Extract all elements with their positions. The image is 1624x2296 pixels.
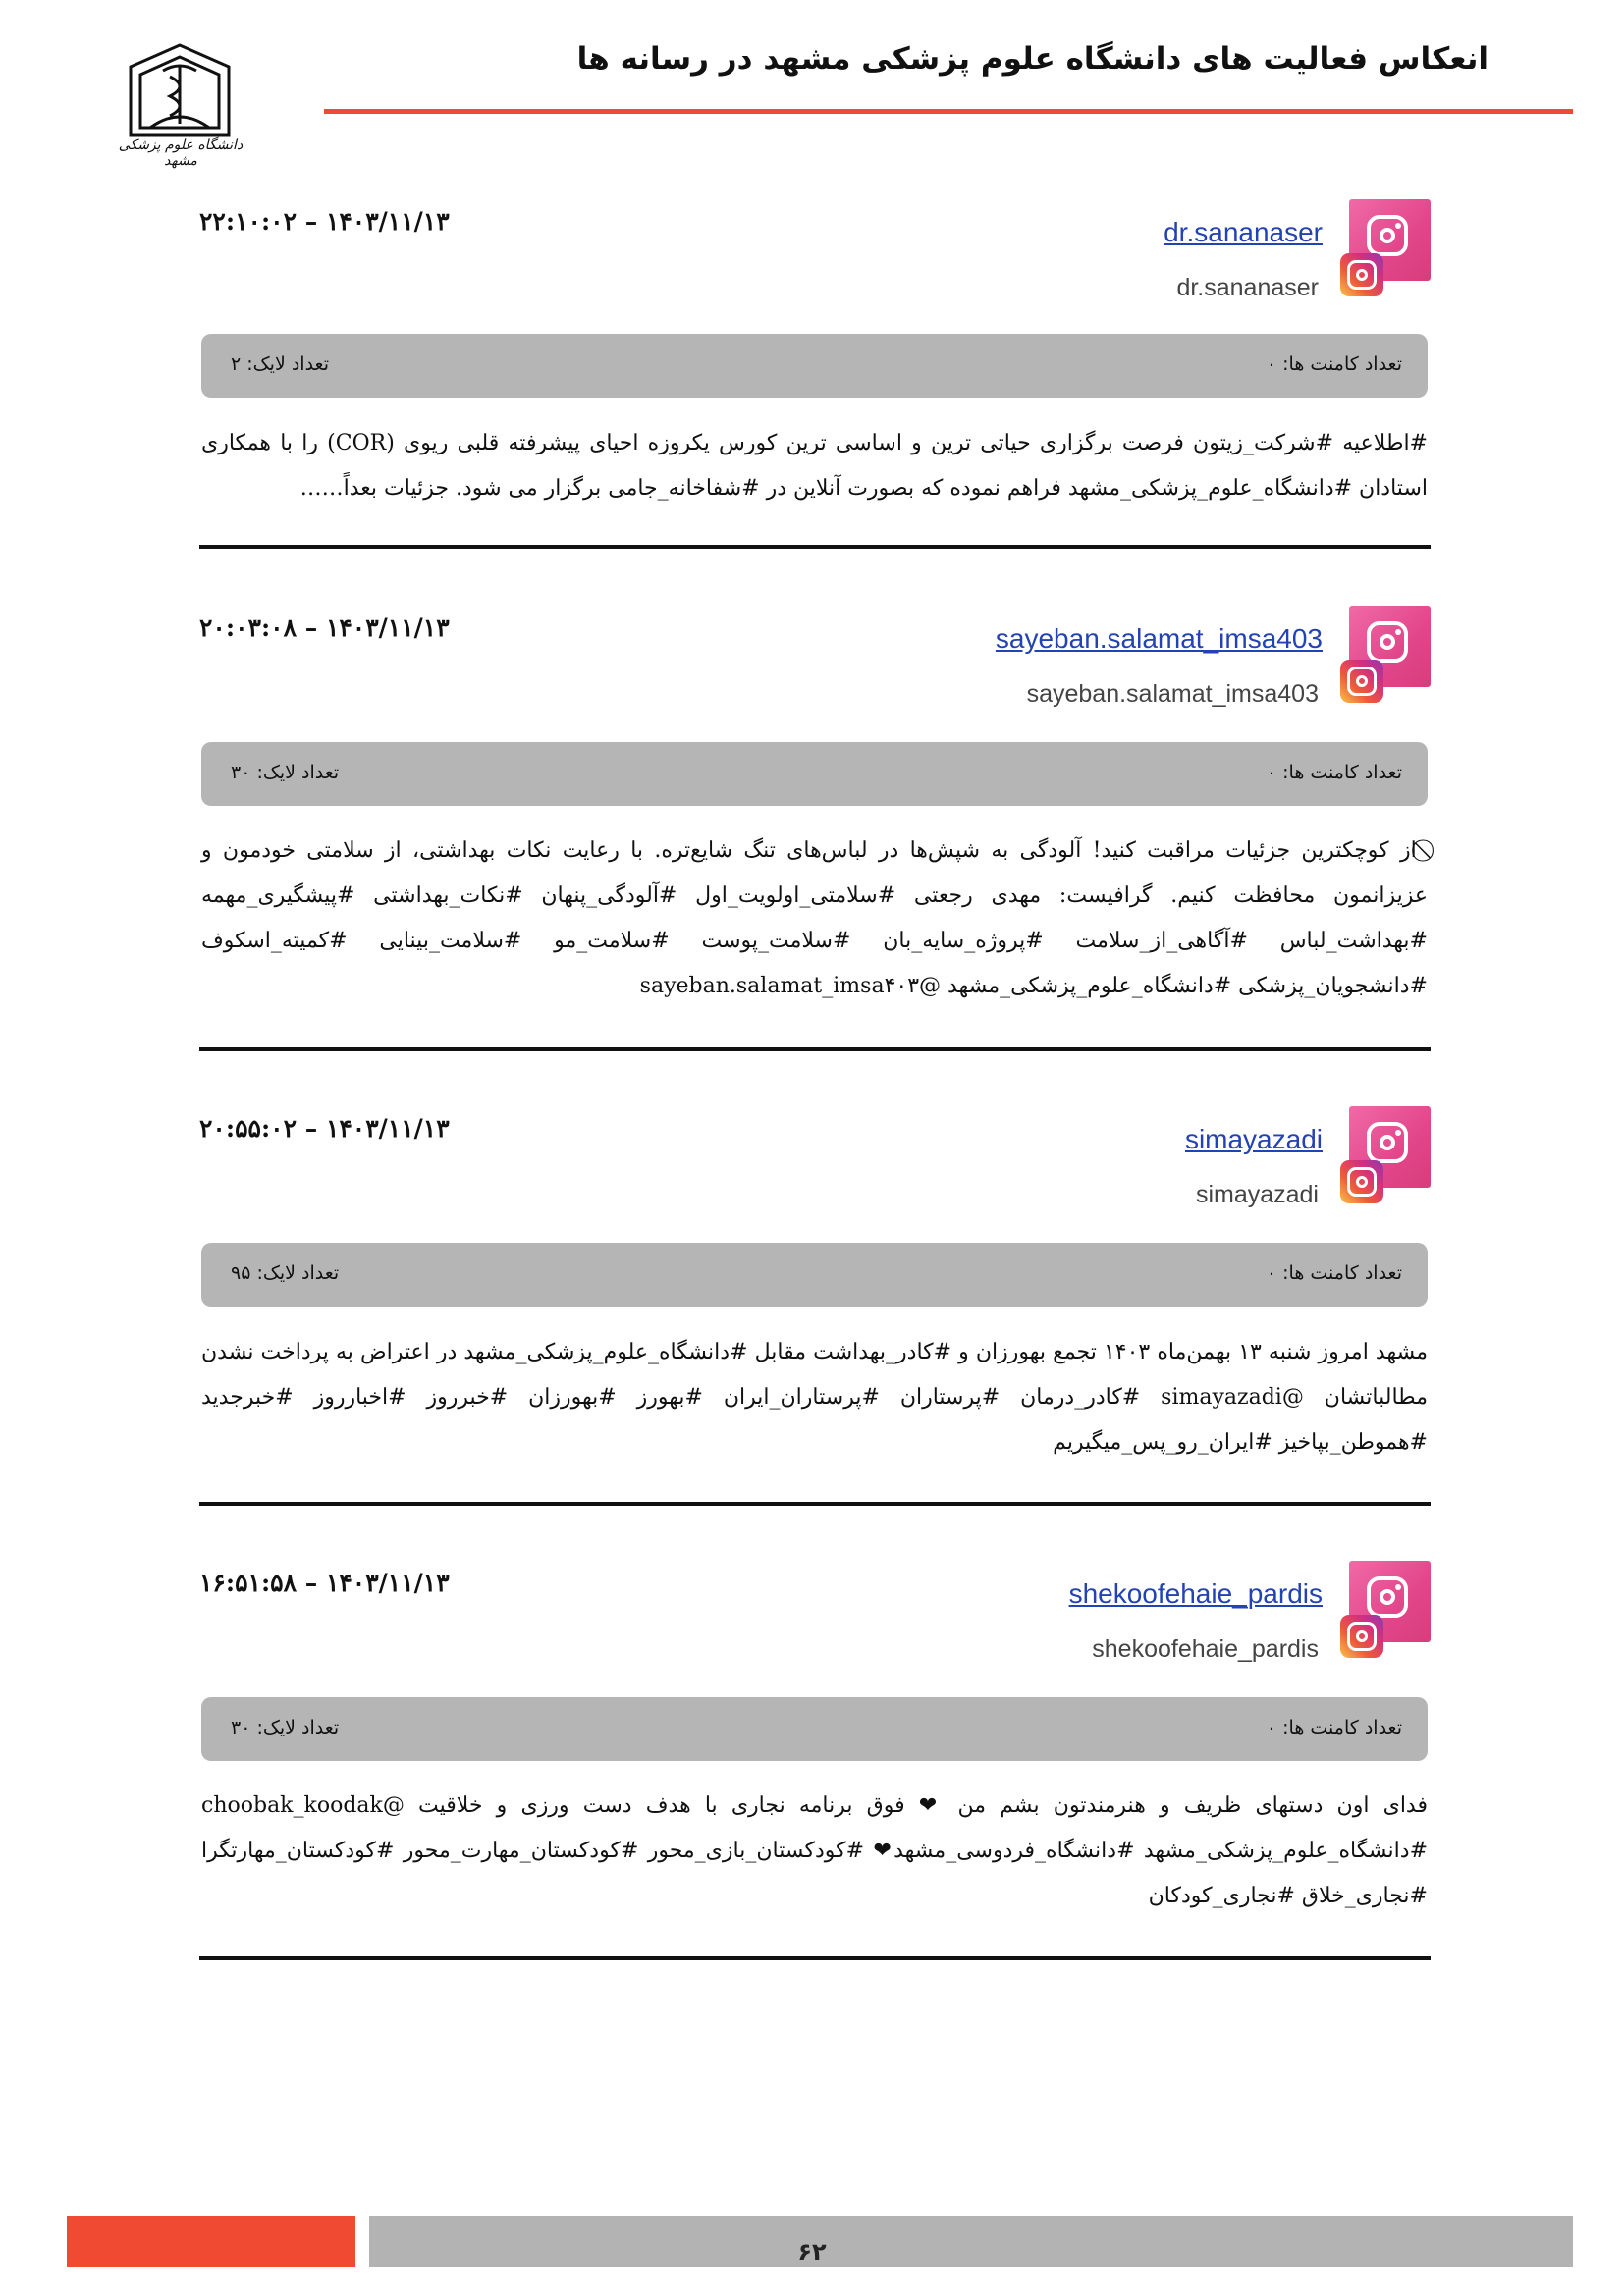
comments-count: تعداد کامنت ها: ۰ bbox=[1266, 762, 1402, 783]
post-card bbox=[199, 199, 1431, 553]
account-handle: sayeban.salamat_imsa403 bbox=[1026, 680, 1319, 708]
account-handle-link[interactable]: sayeban.salamat_imsa403 bbox=[995, 623, 1323, 654]
logo-caption: دانشگاه علوم پزشکی مشهد bbox=[118, 137, 244, 169]
instagram-small-icon bbox=[1340, 660, 1383, 703]
likes-count: تعداد لایک: ۳۰ bbox=[231, 1717, 340, 1738]
post-datetime: ۱۴۰۳/۱۱/۱۳ – ۲۰:۰۳:۰۸ bbox=[199, 614, 450, 642]
page-title: انعکاس فعالیت های دانشگاه علوم پزشکی مشهد در رسانه ها bbox=[576, 41, 1489, 77]
comments-count: تعداد کامنت ها: ۰ bbox=[1266, 353, 1402, 375]
post-card bbox=[199, 1561, 1431, 1973]
post-caption: ⃠ از کوچکترین جزئیات مراقبت کنید! آلودگی به شپش‌ها در لباس‌های تنگ شایع‌تره. با رعایت نکات بهداشتی، از سلامتی خودمون و عزیزانمون محافظت کنیم. گرافیست: مهدی رجعتی #سلامتی_اولویت_اول #آلودگی_پنهان #نکات_بهداشتی #پیشگیری_مهمه #بهداشت_لباس #آگاهی_از_سلامت #پروژه_سایه_بان #سلامت_پوست #سلامت_مو #سلامت_بینایی #کمیته_اسکوف #دانشجویان_پزشکی #دانشگاه_علوم_پزشکی_مشهد @sayeban.salamat_imsa۴۰۳ bbox=[201, 838, 1429, 998]
stats-bar bbox=[201, 334, 1428, 398]
post-caption: #اطلاعیه #شرکت_زیتون فرصت برگزاری حیاتی ترین و اساسی ترین کورس یکروزه احیای پیشرفته قلبی ریوی (COR) را با همکاری استادان #دانشگاه_علوم_پزشکی_مشهد فراهم نموده که بصورت آنلاین در #شفاخانه_جامی برگزار می شود. جزئیات بعداً…… bbox=[201, 431, 1428, 501]
account-handle-link[interactable]: dr.sananaser bbox=[1164, 217, 1323, 247]
comments-count: تعداد کامنت ها: ۰ bbox=[1266, 1717, 1402, 1738]
instagram-small-icon bbox=[1340, 1615, 1383, 1658]
page-number: ۶۲ bbox=[797, 2238, 827, 2266]
likes-count: تعداد لایک: ۲ bbox=[231, 353, 329, 375]
stats-bar bbox=[201, 1243, 1428, 1307]
post-datetime: ۱۴۰۳/۱۱/۱۳ – ۱۶:۵۱:۵۸ bbox=[199, 1569, 450, 1597]
likes-count: تعداد لایک: ۳۰ bbox=[231, 762, 340, 783]
header-divider bbox=[324, 109, 1573, 114]
account-handle-link[interactable]: simayazadi bbox=[1184, 1124, 1323, 1154]
post-divider bbox=[199, 545, 1431, 549]
post-card bbox=[199, 1106, 1431, 1519]
instagram-small-icon bbox=[1340, 1160, 1383, 1203]
account-handle-link[interactable]: shekoofehaie_pardis bbox=[1068, 1578, 1323, 1609]
post-divider bbox=[199, 1956, 1431, 1960]
account-handle: dr.sananaser bbox=[1176, 274, 1319, 301]
post-divider bbox=[199, 1502, 1431, 1506]
stats-bar bbox=[201, 742, 1428, 806]
post-datetime: ۱۴۰۳/۱۱/۱۳ – ۲۲:۱۰:۰۲ bbox=[199, 207, 450, 236]
post-datetime: ۱۴۰۳/۱۱/۱۳ – ۲۰:۵۵:۰۲ bbox=[199, 1114, 450, 1143]
comments-count: تعداد کامنت ها: ۰ bbox=[1266, 1262, 1402, 1284]
account-handle: shekoofehaie_pardis bbox=[1092, 1635, 1319, 1663]
post-caption: فدای اون دستهای ظریف و هنرمندتون بشم من ❤ فوق برنامه نجاری با هدف دست ورزی و خلاقیت @choobak_koodak #دانشگاه_علوم_پزشکی_مشهد #دانشگاه_فردوسی_مشهد❤ #کودکستان_بازی_محور #کودکستان_مهارت_محور #کودکستان_مهارتگرا #نجاری_خلاق #نجاری_کودکان bbox=[201, 1793, 1428, 1908]
post-divider bbox=[199, 1047, 1431, 1051]
post-card bbox=[199, 606, 1431, 1057]
likes-count: تعداد لایک: ۹۵ bbox=[231, 1262, 340, 1284]
post-caption: مشهد امروز شنبه ۱۳ بهمن‌ماه ۱۴۰۳ تجمع بهورزان و #کادر_بهداشت مقابل #دانشگاه_علوم_پزشکی_مشهد در اعتراض به پرداخت نشدن مطالباتشان @simayazadi #کادر_درمان #پرستاران #پرستاران_ایران #بهورز #بهورزان #خبرروز #اخبارروز #خبرجدید #هموطن_بپاخیز #ایران_رو_پس_میگیریم bbox=[201, 1340, 1428, 1455]
instagram-small-icon bbox=[1340, 253, 1383, 296]
account-handle: simayazadi bbox=[1195, 1181, 1319, 1208]
stats-bar bbox=[201, 1697, 1428, 1761]
